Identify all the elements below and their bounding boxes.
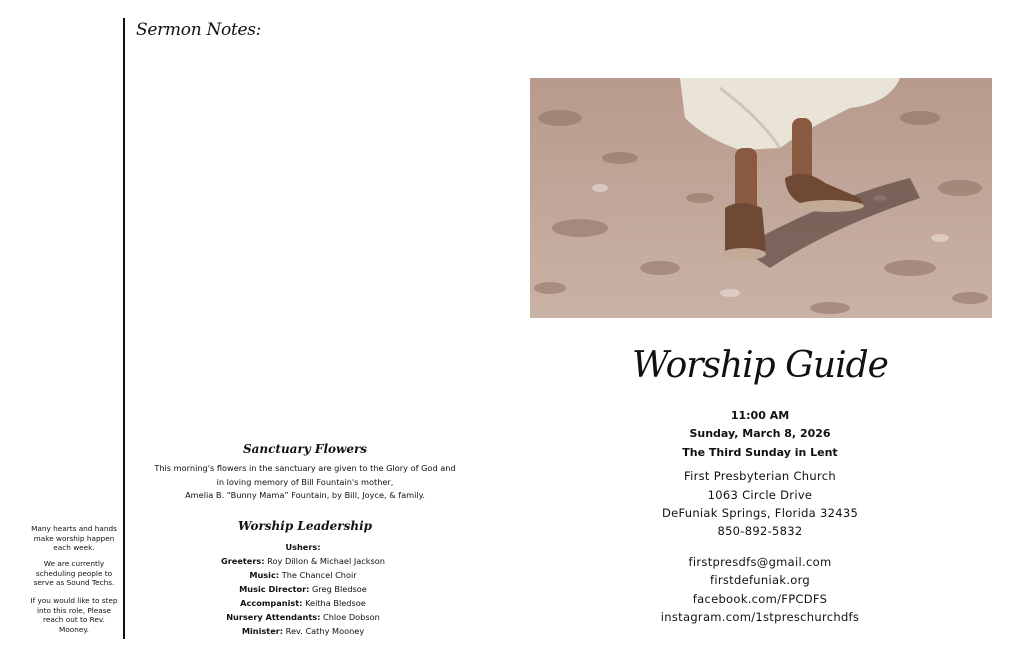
flowers-line: Amelia B. “Bunny Mama” Fountain, by Bill, Joyce, & family. <box>185 490 425 500</box>
leadership-role: Music: <box>249 570 280 580</box>
church-name: First Presbyterian Church <box>684 469 836 483</box>
side-note-p1: Many hearts and hands make worship happen each week. <box>31 524 117 552</box>
sermon-notes-title: Sermon Notes: <box>136 20 262 40</box>
worship-leadership-list <box>140 540 466 638</box>
leadership-role: Accompanist: <box>240 598 303 608</box>
leadership-row <box>140 610 466 624</box>
leadership-name: The Chancel Choir <box>281 570 357 580</box>
page-divider-line <box>123 18 125 639</box>
flowers-line: in loving memory of Bill Fountain's mother, <box>216 476 394 487</box>
sanctuary-flowers-title: Sanctuary Flowers <box>242 442 368 456</box>
leadership-row <box>140 596 466 610</box>
service-time: 11:00 AM <box>730 409 790 422</box>
service-occasion: The Third Sunday in Lent <box>682 446 838 459</box>
leadership-row <box>140 582 466 596</box>
side-note-p2: We are currently scheduling people to serve as Sound Techs. <box>33 559 115 587</box>
leadership-row <box>140 554 466 568</box>
leadership-name: Keitha Bledsoe <box>305 598 366 608</box>
church-website: firstdefuniak.org <box>710 573 810 587</box>
church-instagram: instagram.com/1stpreschurchdfs <box>660 610 860 624</box>
church-email: firstpresdfs@gmail.com <box>688 555 832 569</box>
side-note-p3: If you would like to step into this role, Please reach out to Rev. Mooney. <box>30 596 118 634</box>
flowers-line: This morning's flowers in the sanctuary are given to the Glory of God and <box>154 463 456 473</box>
leadership-role: Minister: <box>241 626 284 636</box>
worship-guide-title: Worship Guide <box>632 345 888 386</box>
church-phone: 850-892-5832 <box>717 524 803 538</box>
leadership-name: Greg Bledsoe <box>312 584 367 594</box>
leadership-role: Nursery Attendants: <box>226 612 321 622</box>
service-date: Sunday, March 8, 2026 <box>689 427 831 440</box>
leadership-name: Chloe Dobson <box>323 612 380 622</box>
worship-leadership-title: Worship Leadership <box>237 519 373 533</box>
cover-photo <box>530 78 992 318</box>
sanctuary-flowers-text <box>136 462 474 503</box>
leadership-role: Music Director: <box>239 584 310 594</box>
church-address-line1: 1063 Circle Drive <box>707 488 813 502</box>
leadership-name: Roy Dillon & Michael Jackson <box>267 556 385 566</box>
church-facebook: facebook.com/FPCDFS <box>692 592 828 606</box>
leadership-row <box>140 624 466 638</box>
church-address-line2: DeFuniak Springs, Florida 32435 <box>661 506 859 520</box>
ushers-heading: Ushers: <box>285 542 321 552</box>
leadership-role: Greeters: <box>221 556 265 566</box>
leadership-name: Rev. Cathy Mooney <box>285 626 365 636</box>
leadership-row <box>140 568 466 582</box>
